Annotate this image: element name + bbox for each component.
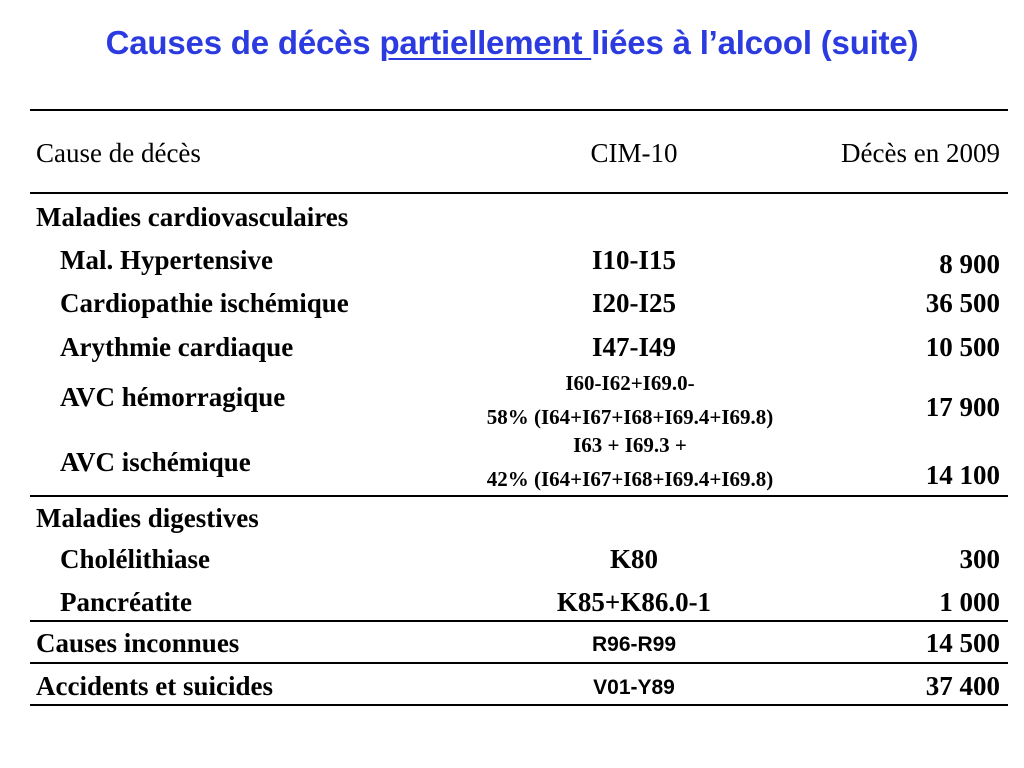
- row-cim: V01-Y89: [593, 676, 675, 699]
- row-cause: Arythmie cardiaque: [60, 332, 294, 362]
- row-cim-line1: I63 + I69.3 +: [573, 433, 687, 457]
- row-cim: I47-I49: [591, 332, 677, 362]
- row-cim: I20-I25: [591, 288, 677, 318]
- row-cim: K85+K86.0-1: [556, 587, 712, 617]
- table-top-rule: [30, 109, 1008, 111]
- header-deaths: Décès en 2009: [841, 138, 1000, 168]
- row-cause: AVC hémorragique: [60, 382, 286, 412]
- header-bottom-rule: [30, 192, 1008, 194]
- row-cim-line2: 58% (I64+I67+I68+I69.4+I69.8): [486, 405, 774, 429]
- row-cause: Cardiopathie ischémique: [60, 288, 349, 318]
- section-divider: [30, 495, 1008, 497]
- header-cause: Cause de décès: [36, 138, 201, 168]
- row-deaths: 37 400: [925, 671, 1000, 701]
- row-deaths: 14 100: [925, 460, 1000, 490]
- row-deaths: 1 000: [939, 587, 1000, 617]
- row-cim: R96-R99: [591, 633, 677, 656]
- row-deaths: 10 500: [925, 332, 1000, 362]
- slide-title: [0, 24, 1024, 62]
- section-divider: [30, 662, 1008, 664]
- title-part2: liées à l’alcool (suite): [591, 24, 919, 61]
- row-cim: [487, 366, 773, 434]
- table-row: [30, 368, 1008, 428]
- row-cause: Accidents et suicides: [36, 671, 273, 701]
- row-cim: I10-I15: [591, 245, 677, 275]
- row-cause: Pancréatite: [60, 587, 192, 617]
- section-divider: [30, 620, 1008, 622]
- row-cim: [487, 428, 773, 496]
- group-digestive-label: Maladies digestives: [36, 503, 259, 533]
- title-part1: Causes de décès: [105, 24, 380, 61]
- row-cim-line1: I60-I62+I69.0-: [565, 371, 695, 395]
- header-cim: CIM-10: [590, 138, 678, 168]
- title-underlined: partiellement: [379, 24, 592, 61]
- row-cim-line2: 42% (I64+I67+I68+I69.4+I69.8): [486, 467, 774, 491]
- table-row: [30, 432, 1008, 492]
- row-cause: Mal. Hypertensive: [60, 245, 273, 275]
- row-cause: Cholélithiase: [60, 544, 211, 574]
- group-cardio-label: Maladies cardiovasculaires: [36, 202, 349, 232]
- row-deaths: 14 500: [925, 628, 1000, 658]
- row-deaths: 300: [959, 544, 1000, 574]
- row-cause: AVC ischémique: [60, 447, 251, 477]
- table-bottom-rule: [30, 704, 1008, 706]
- row-deaths: 17 900: [925, 392, 1000, 422]
- row-deaths: 36 500: [925, 288, 1000, 318]
- row-cim: K80: [609, 544, 659, 574]
- row-deaths: 8 900: [939, 249, 1000, 279]
- row-cause: Causes inconnues: [36, 628, 240, 658]
